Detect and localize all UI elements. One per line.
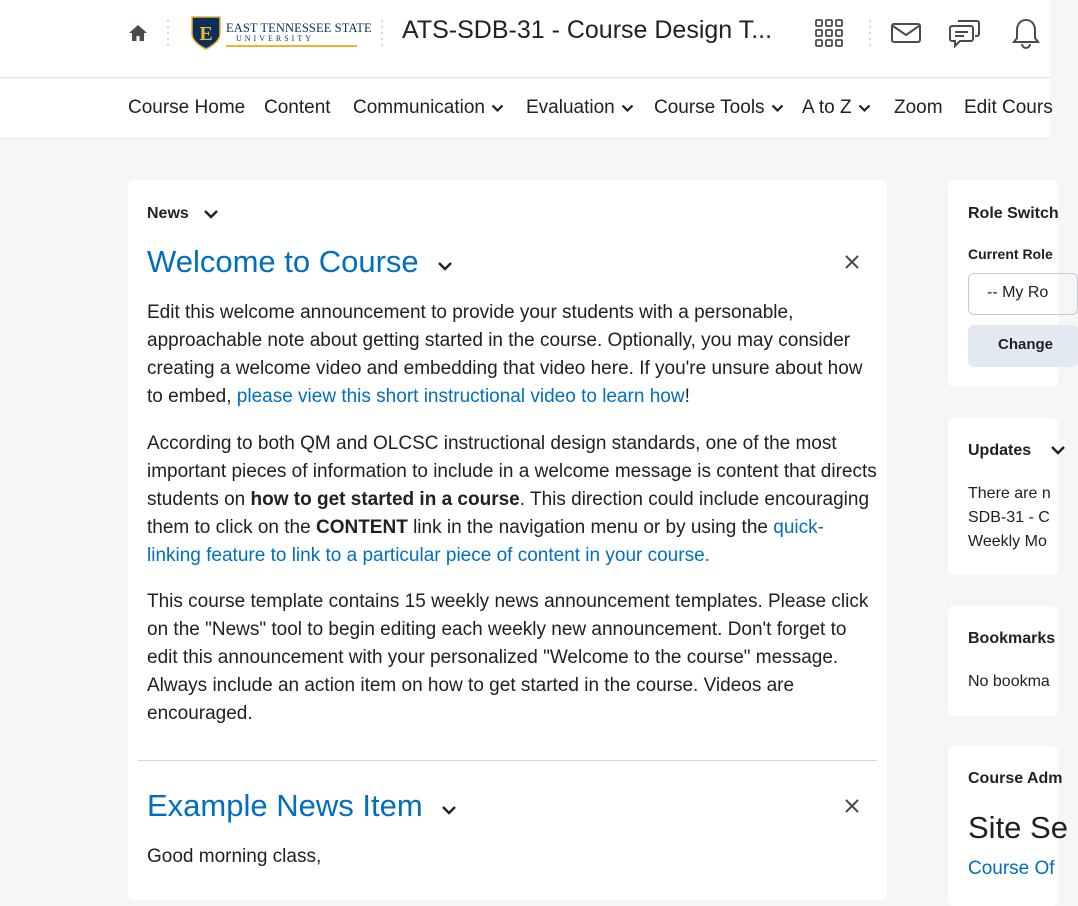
svg-text:E: E [199,23,213,45]
chat-icon[interactable] [949,17,981,49]
logo-text-line2: UNIVERSITY [236,34,314,43]
news-item-title[interactable]: Example News Item [147,788,457,824]
quick-linking-link[interactable]: quick-linking feature to link to a particular piece of content in your course. [147,517,824,566]
nav-edit-course[interactable]: Edit Cours [964,97,1053,118]
updates-text-line: SDB-31 - C [968,509,1050,526]
chevron-down-icon [491,104,504,113]
course-navbar [0,79,1053,139]
updates-widget [948,418,1058,575]
site-setup-heading: Site Se [968,810,1068,845]
bell-icon[interactable] [1010,17,1042,49]
news-widget [128,180,887,900]
home-icon[interactable] [127,22,149,44]
course-admin-title: Course Adm [968,770,1063,787]
updates-text-line: There are n [968,485,1051,502]
waffle-grid-icon[interactable] [813,17,845,49]
news-paragraph: According to both QM and OLCSC instructional design standards, one of the most important pieces of information to include in a welcome message is content that directs students on how to get started in a course. This direction could include encouraging them to click on the CONTENT link in the navigation menu or by using the quick-linking feature to link to a particular piece of content in your course. [147,433,877,566]
current-role-label: Current Role [968,246,1053,262]
bookmarks-widget [948,606,1058,716]
header-separator [166,20,170,46]
news-paragraph: Edit this welcome announcement to provide your students with a personable, approachable note about getting started in the course. Optionally, you may consider creating a welcome video and embedding that video here. If you're unsure about how to embed, please view this short instructional video to learn how! [147,302,863,407]
nav-zoom[interactable]: Zoom [894,97,943,118]
chevron-down-icon[interactable] [1050,445,1066,455]
top-header [0,0,1050,78]
header-separator [380,20,384,46]
news-widget-header [147,205,219,223]
course-title[interactable]: ATS-SDB-31 - Course Design T... [402,16,773,44]
news-paragraph: This course template contains 15 weekly news announcement templates. Please click on the "News" tool to begin editing each weekly new announcement. Don't forget to edit this announcement with your personalized "Welcome to the course" message. Always include an action item on how to get started in the course. Videos are encouraged. [147,591,869,724]
chevron-down-icon [621,104,634,113]
bookmarks-empty-text: No bookma [968,673,1050,690]
news-paragraph: Good morning class, [147,846,322,867]
course-admin-widget [948,746,1068,906]
news-item-divider [138,760,877,761]
logo-underline [226,45,357,47]
close-icon[interactable] [844,798,860,814]
news-item-title[interactable]: Welcome to Course [147,244,453,280]
updates-text-line: Weekly Mo [968,533,1047,550]
nav-course-home[interactable]: Course Home [128,97,246,118]
chevron-down-icon[interactable] [437,261,453,271]
course-offering-link[interactable]: Course Of [968,858,1055,879]
role-switch-title: Role Switch [968,205,1059,222]
mail-icon[interactable] [890,17,922,49]
instructional-video-link[interactable]: please view this short instructional video to learn how [236,386,685,407]
nav-course-tools[interactable]: Course Tools [654,97,784,119]
close-icon[interactable] [844,254,860,270]
header-separator [868,20,872,46]
role-select[interactable]: -- My Ro [968,273,1078,315]
nav-communication[interactable]: Communication [353,97,504,119]
nav-content[interactable]: Content [264,97,331,118]
chevron-down-icon [771,104,784,113]
logo-text-line1: EAST TENNESSEE STATE [226,21,372,35]
chevron-down-icon[interactable] [441,805,457,815]
bookmarks-title: Bookmarks [968,630,1056,647]
chevron-down-icon[interactable] [203,209,219,219]
updates-title: Updates [968,442,1066,460]
news-widget-title: News [147,205,189,222]
role-switch-widget [948,180,1058,387]
nav-evaluation[interactable]: Evaluation [526,97,634,119]
nav-a-to-z[interactable]: A to Z [802,97,871,119]
chevron-down-icon [858,104,871,113]
change-role-button[interactable]: Change [968,325,1078,367]
